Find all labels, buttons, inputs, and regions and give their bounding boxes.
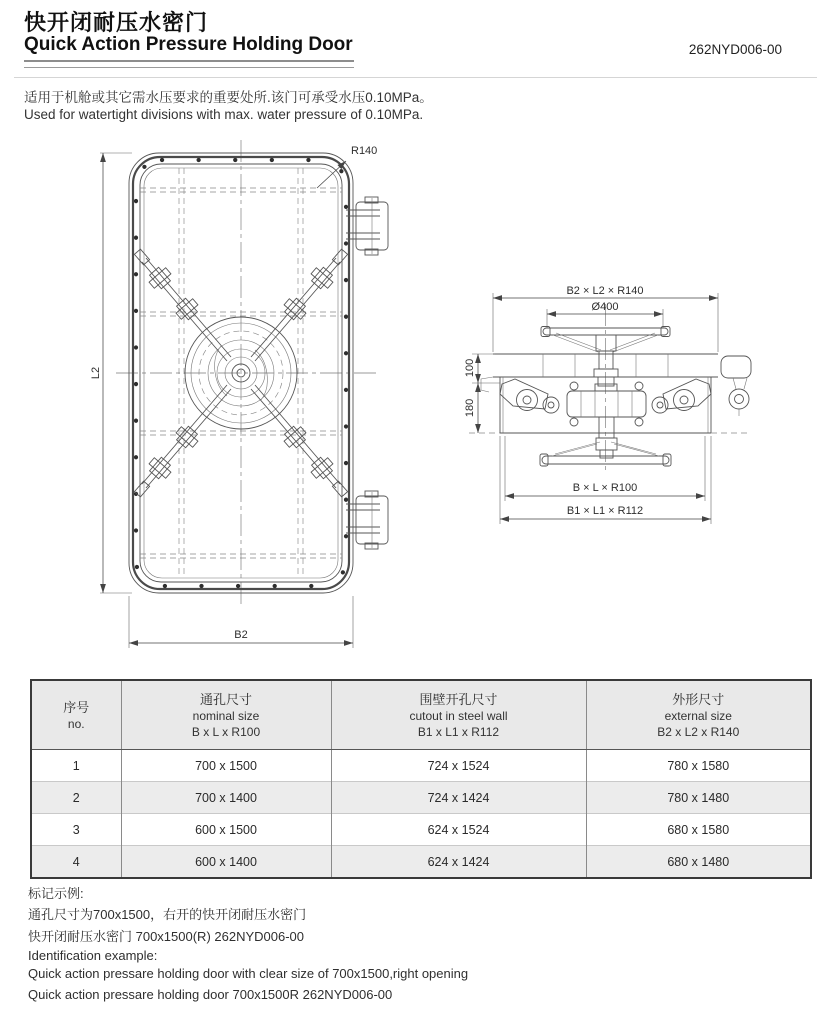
cell-external: 780 x 1480 [586,782,811,814]
cell-cutout: 724 x 1424 [331,782,586,814]
col-header-external [586,680,811,750]
col-cutout-zh: 围壁开孔尺寸 [419,691,498,707]
example-line2-en: Quick action pressare holding door 700x1500R 262NYD006-00 [28,987,393,1002]
col-external-en: external size [664,708,732,723]
example-title-en: Identification example: [28,948,158,963]
example-line2-zh: 快开闭耐压水密门 700x1500(R) 262NYD006-00 [28,929,304,944]
description-en: Used for watertight divisions with max. water pressure of 0.10MPa. [24,107,424,122]
dim-label-wheel-dia: Ø400 [591,301,619,313]
dim-R140 [317,145,377,188]
page-title-zh: 快开闭耐压水密门 [24,10,209,35]
dim-label-external: B2 × L2 × R140 [566,285,644,297]
dim-label-100: 100 [464,358,476,378]
cell-no: 2 [31,782,121,814]
title-underline [24,60,354,68]
hinge-section [721,356,751,416]
cell-external: 680 x 1580 [586,814,811,846]
page-title-en: Quick Action Pressure Holding Door [24,34,353,55]
cell-cutout: 724 x 1524 [331,750,586,782]
col-nominal-zh: 通孔尺寸 [199,691,252,707]
cell-external: 780 x 1580 [586,750,811,782]
col-header-cutout [331,680,586,750]
door-section-view-drawing [455,282,830,540]
col-header-nominal [121,680,331,750]
hinge-bottom [346,491,388,549]
dim-label-L2: L2 [90,366,102,380]
table-row [31,846,811,879]
col-cutout-sub: B1 x L1 x R112 [417,724,500,739]
table-row [31,782,811,814]
dim-label-B2: B2 [234,629,248,641]
cell-nominal: 700 x 1500 [121,750,331,782]
col-nominal-sub: B x L x R100 [191,724,261,739]
col-external-zh: 外形尺寸 [672,691,725,707]
door-front-view-drawing [88,136,410,671]
dim-wheel [547,301,663,328]
dim-label-nominal: B × L × R100 [572,482,638,494]
central-mechanism [567,377,646,438]
col-header-no [31,680,121,750]
size-spec-table [30,679,812,879]
example-line1-zh: 通孔尺寸为700x1500，右开的快开闭耐压水密门 [28,907,307,922]
dog-lever-right [652,379,711,413]
cell-nominal: 700 x 1400 [121,782,331,814]
dim-nominal [505,436,705,501]
table-header-row [31,680,811,750]
cell-external: 680 x 1480 [586,846,811,879]
dim-label-cutout: B1 × L1 × R112 [566,505,644,517]
table-row [31,814,811,846]
coaming-section [469,377,750,433]
cell-cutout: 624 x 1424 [331,846,586,879]
cell-no: 3 [31,814,121,846]
cell-cutout: 624 x 1524 [331,814,586,846]
dim-label-R140: R140 [351,145,378,157]
col-no-zh: 序号 [63,699,90,715]
example-line1-en: Quick action pressare holding door with clear size of 700x1500,right opening [28,966,469,981]
document-number: 262NYD006-00 [688,42,782,57]
col-cutout-en: cutout in steel wall [409,708,508,723]
cell-nominal: 600 x 1400 [121,846,331,879]
dog-lever-left [500,379,559,413]
col-nominal-en: nominal size [192,708,260,723]
example-title-zh: 标记示例: [28,886,84,901]
col-external-sub: B2 x L2 x R140 [657,724,740,739]
cell-no: 1 [31,750,121,782]
header-divider [14,77,817,78]
cell-no: 4 [31,846,121,879]
description-zh: 适用于机舱或其它需水压要求的重要处所.该门可承受水压0.10MPa。 [24,90,433,105]
cell-nominal: 600 x 1500 [121,814,331,846]
col-no-en: no. [67,716,85,731]
hinge-top [346,197,388,255]
table-row [31,750,811,782]
dim-180 [464,383,478,433]
dim-label-180: 180 [464,398,476,418]
